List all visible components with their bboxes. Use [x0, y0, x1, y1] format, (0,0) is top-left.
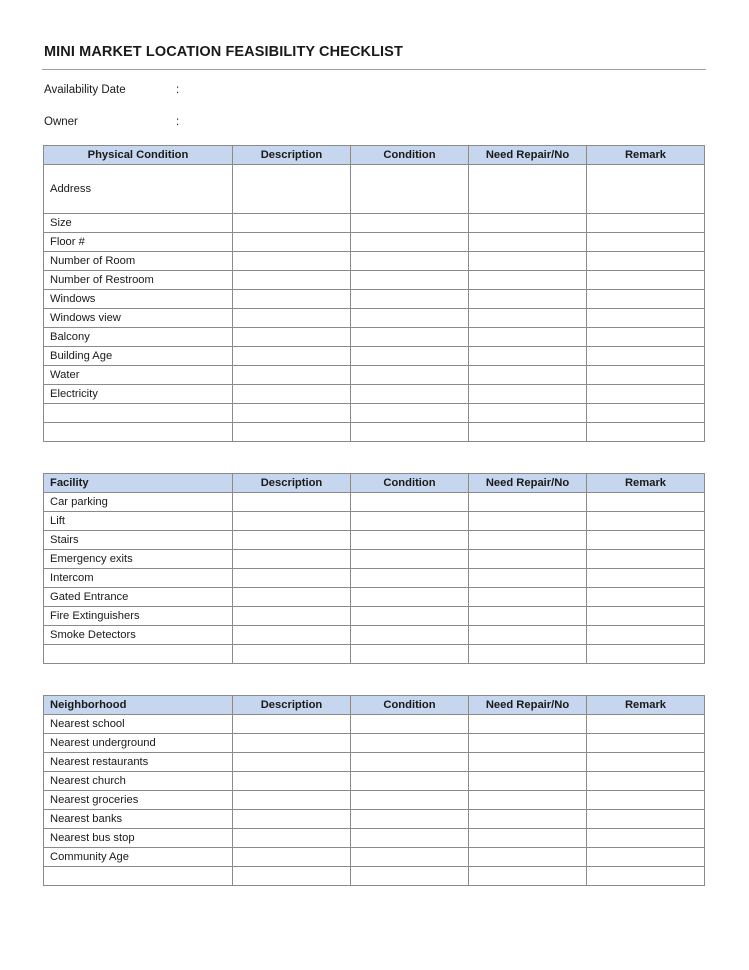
table-row — [44, 734, 705, 753]
cell-remark[interactable] — [587, 366, 705, 385]
cell-remark[interactable] — [587, 810, 705, 829]
cell-remark[interactable] — [587, 309, 705, 328]
cell-need-repair-no[interactable] — [469, 810, 587, 829]
cell-description[interactable] — [233, 829, 351, 848]
cell-need-repair-no[interactable] — [469, 645, 587, 664]
availability-date-field — [44, 84, 179, 96]
cell-need-repair-no[interactable] — [469, 791, 587, 810]
owner-field — [44, 116, 179, 128]
title-divider — [42, 69, 706, 70]
column-header-neighborhood: Neighborhood — [44, 696, 233, 715]
cell-remark[interactable] — [587, 848, 705, 867]
row-label: Lift — [44, 512, 233, 531]
cell-need-repair-no[interactable] — [469, 214, 587, 233]
cell-description[interactable] — [233, 569, 351, 588]
cell-description[interactable] — [233, 753, 351, 772]
row-label — [44, 645, 233, 664]
cell-description[interactable] — [233, 309, 351, 328]
cell-description[interactable] — [233, 214, 351, 233]
cell-condition[interactable] — [351, 347, 469, 366]
row-label: Car parking — [44, 493, 233, 512]
cell-remark[interactable] — [587, 423, 705, 442]
row-label: Smoke Detectors — [44, 626, 233, 645]
cell-condition[interactable] — [351, 645, 469, 664]
cell-remark[interactable] — [587, 531, 705, 550]
cell-description[interactable] — [233, 233, 351, 252]
table-row — [44, 848, 705, 867]
column-header-need-repair-no: Need Repair/No — [469, 696, 587, 715]
cell-condition[interactable] — [351, 233, 469, 252]
row-label: Balcony — [44, 328, 233, 347]
row-label: Electricity — [44, 385, 233, 404]
availability-date-label: Availability Date — [44, 84, 126, 96]
cell-condition[interactable] — [351, 366, 469, 385]
column-header-condition: Condition — [351, 696, 469, 715]
cell-remark[interactable] — [587, 385, 705, 404]
cell-need-repair-no[interactable] — [469, 753, 587, 772]
cell-description[interactable] — [233, 512, 351, 531]
cell-remark[interactable] — [587, 271, 705, 290]
cell-need-repair-no[interactable] — [469, 848, 587, 867]
table-row — [44, 569, 705, 588]
cell-condition[interactable] — [351, 423, 469, 442]
cell-condition[interactable] — [351, 734, 469, 753]
table-row — [44, 165, 705, 214]
cell-description[interactable] — [233, 290, 351, 309]
cell-need-repair-no[interactable] — [469, 772, 587, 791]
table-row — [44, 366, 705, 385]
neighborhood-table — [43, 695, 705, 886]
table-row — [44, 607, 705, 626]
column-header-description: Description — [233, 474, 351, 493]
cell-condition[interactable] — [351, 550, 469, 569]
cell-description[interactable] — [233, 772, 351, 791]
cell-need-repair-no[interactable] — [469, 829, 587, 848]
cell-condition[interactable] — [351, 385, 469, 404]
cell-need-repair-no[interactable] — [469, 626, 587, 645]
cell-remark[interactable] — [587, 328, 705, 347]
cell-need-repair-no[interactable] — [469, 165, 587, 214]
table-row — [44, 512, 705, 531]
cell-remark[interactable] — [587, 347, 705, 366]
column-header-condition: Condition — [351, 146, 469, 165]
cell-condition[interactable] — [351, 715, 469, 734]
cell-need-repair-no[interactable] — [469, 271, 587, 290]
cell-description[interactable] — [233, 715, 351, 734]
table-row — [44, 588, 705, 607]
cell-need-repair-no[interactable] — [469, 233, 587, 252]
cell-description[interactable] — [233, 252, 351, 271]
row-label: Community Age — [44, 848, 233, 867]
cell-condition[interactable] — [351, 290, 469, 309]
cell-need-repair-no[interactable] — [469, 309, 587, 328]
availability-date-colon: : — [176, 84, 180, 96]
cell-condition[interactable] — [351, 404, 469, 423]
row-label: Emergency exits — [44, 550, 233, 569]
cell-condition[interactable] — [351, 165, 469, 214]
cell-remark[interactable] — [587, 512, 705, 531]
cell-description[interactable] — [233, 385, 351, 404]
cell-description[interactable] — [233, 550, 351, 569]
row-label: Nearest groceries — [44, 791, 233, 810]
table-row — [44, 385, 705, 404]
column-header-remark: Remark — [587, 146, 705, 165]
cell-remark[interactable] — [587, 645, 705, 664]
document-title: MINI MARKET LOCATION FEASIBILITY CHECKLIST — [44, 44, 403, 60]
cell-description[interactable] — [233, 607, 351, 626]
cell-condition[interactable] — [351, 271, 469, 290]
cell-description[interactable] — [233, 791, 351, 810]
table-row — [44, 423, 705, 442]
table-row — [44, 645, 705, 664]
cell-remark[interactable] — [587, 607, 705, 626]
cell-remark[interactable] — [587, 550, 705, 569]
table-row — [44, 214, 705, 233]
table-row — [44, 753, 705, 772]
cell-description[interactable] — [233, 271, 351, 290]
cell-condition[interactable] — [351, 848, 469, 867]
table-row — [44, 772, 705, 791]
row-label: Stairs — [44, 531, 233, 550]
table-row — [44, 328, 705, 347]
table-row — [44, 867, 705, 886]
column-header-description: Description — [233, 146, 351, 165]
cell-description[interactable] — [233, 404, 351, 423]
cell-remark[interactable] — [587, 233, 705, 252]
cell-need-repair-no[interactable] — [469, 404, 587, 423]
table-row — [44, 271, 705, 290]
cell-description[interactable] — [233, 423, 351, 442]
row-label: Fire Extinguishers — [44, 607, 233, 626]
cell-condition[interactable] — [351, 626, 469, 645]
table-row — [44, 715, 705, 734]
cell-condition[interactable] — [351, 829, 469, 848]
cell-need-repair-no[interactable] — [469, 328, 587, 347]
row-label: Water — [44, 366, 233, 385]
row-label: Windows — [44, 290, 233, 309]
cell-condition[interactable] — [351, 588, 469, 607]
cell-description[interactable] — [233, 588, 351, 607]
cell-remark[interactable] — [587, 772, 705, 791]
cell-remark[interactable] — [587, 791, 705, 810]
cell-need-repair-no[interactable] — [469, 366, 587, 385]
table-row — [44, 233, 705, 252]
cell-description[interactable] — [233, 626, 351, 645]
cell-need-repair-no[interactable] — [469, 385, 587, 404]
cell-remark[interactable] — [587, 165, 705, 214]
cell-need-repair-no[interactable] — [469, 588, 587, 607]
row-label: Nearest banks — [44, 810, 233, 829]
cell-condition[interactable] — [351, 569, 469, 588]
column-header-condition: Condition — [351, 474, 469, 493]
cell-description[interactable] — [233, 328, 351, 347]
row-label: Windows view — [44, 309, 233, 328]
owner-colon: : — [176, 116, 180, 128]
row-label — [44, 404, 233, 423]
cell-remark[interactable] — [587, 829, 705, 848]
cell-remark[interactable] — [587, 626, 705, 645]
table-row — [44, 493, 705, 512]
cell-need-repair-no[interactable] — [469, 607, 587, 626]
cell-description[interactable] — [233, 645, 351, 664]
cell-need-repair-no[interactable] — [469, 512, 587, 531]
table-header-row — [44, 146, 705, 165]
table-row — [44, 791, 705, 810]
cell-need-repair-no[interactable] — [469, 867, 587, 886]
cell-condition[interactable] — [351, 252, 469, 271]
cell-description[interactable] — [233, 366, 351, 385]
cell-condition[interactable] — [351, 309, 469, 328]
column-header-physical: Physical Condition — [44, 146, 233, 165]
cell-remark[interactable] — [587, 715, 705, 734]
cell-need-repair-no[interactable] — [469, 734, 587, 753]
table-header-row — [44, 474, 705, 493]
cell-need-repair-no[interactable] — [469, 347, 587, 366]
row-label: Building Age — [44, 347, 233, 366]
cell-description[interactable] — [233, 493, 351, 512]
cell-condition[interactable] — [351, 607, 469, 626]
row-label: Nearest bus stop — [44, 829, 233, 848]
cell-remark[interactable] — [587, 290, 705, 309]
table-row — [44, 531, 705, 550]
table-row — [44, 252, 705, 271]
cell-remark[interactable] — [587, 493, 705, 512]
row-label: Nearest church — [44, 772, 233, 791]
row-label: Gated Entrance — [44, 588, 233, 607]
row-label: Floor # — [44, 233, 233, 252]
table-row — [44, 309, 705, 328]
table-row — [44, 829, 705, 848]
table-header-row — [44, 696, 705, 715]
cell-need-repair-no[interactable] — [469, 290, 587, 309]
cell-need-repair-no[interactable] — [469, 569, 587, 588]
cell-condition[interactable] — [351, 328, 469, 347]
column-header-facility: Facility — [44, 474, 233, 493]
row-label: Nearest underground — [44, 734, 233, 753]
cell-remark[interactable] — [587, 252, 705, 271]
cell-need-repair-no[interactable] — [469, 550, 587, 569]
cell-remark[interactable] — [587, 404, 705, 423]
column-header-remark: Remark — [587, 474, 705, 493]
cell-condition[interactable] — [351, 810, 469, 829]
facility-table — [43, 473, 705, 664]
row-label: Nearest restaurants — [44, 753, 233, 772]
cell-need-repair-no[interactable] — [469, 493, 587, 512]
column-header-need-repair-no: Need Repair/No — [469, 146, 587, 165]
cell-condition[interactable] — [351, 214, 469, 233]
cell-condition[interactable] — [351, 867, 469, 886]
cell-description[interactable] — [233, 848, 351, 867]
column-header-need-repair-no: Need Repair/No — [469, 474, 587, 493]
cell-remark[interactable] — [587, 734, 705, 753]
cell-condition[interactable] — [351, 512, 469, 531]
row-label: Intercom — [44, 569, 233, 588]
table-row — [44, 550, 705, 569]
cell-description[interactable] — [233, 347, 351, 366]
cell-description[interactable] — [233, 810, 351, 829]
row-label: Address — [44, 165, 233, 214]
cell-description[interactable] — [233, 165, 351, 214]
row-label: Number of Restroom — [44, 271, 233, 290]
cell-condition[interactable] — [351, 753, 469, 772]
row-label: Number of Room — [44, 252, 233, 271]
cell-description[interactable] — [233, 734, 351, 753]
cell-remark[interactable] — [587, 867, 705, 886]
cell-description[interactable] — [233, 867, 351, 886]
cell-condition[interactable] — [351, 493, 469, 512]
row-label: Nearest school — [44, 715, 233, 734]
table-row — [44, 404, 705, 423]
table-row — [44, 347, 705, 366]
cell-need-repair-no[interactable] — [469, 715, 587, 734]
row-label: Size — [44, 214, 233, 233]
cell-remark[interactable] — [587, 569, 705, 588]
row-label — [44, 867, 233, 886]
table-row — [44, 810, 705, 829]
column-header-description: Description — [233, 696, 351, 715]
cell-need-repair-no[interactable] — [469, 531, 587, 550]
cell-remark[interactable] — [587, 588, 705, 607]
table-row — [44, 626, 705, 645]
cell-need-repair-no[interactable] — [469, 423, 587, 442]
cell-condition[interactable] — [351, 531, 469, 550]
table-row — [44, 290, 705, 309]
cell-remark[interactable] — [587, 214, 705, 233]
cell-need-repair-no[interactable] — [469, 252, 587, 271]
owner-label: Owner — [44, 116, 78, 128]
column-header-remark: Remark — [587, 696, 705, 715]
cell-description[interactable] — [233, 531, 351, 550]
cell-remark[interactable] — [587, 753, 705, 772]
cell-condition[interactable] — [351, 791, 469, 810]
physical-condition-table — [43, 145, 705, 442]
row-label — [44, 423, 233, 442]
cell-condition[interactable] — [351, 772, 469, 791]
